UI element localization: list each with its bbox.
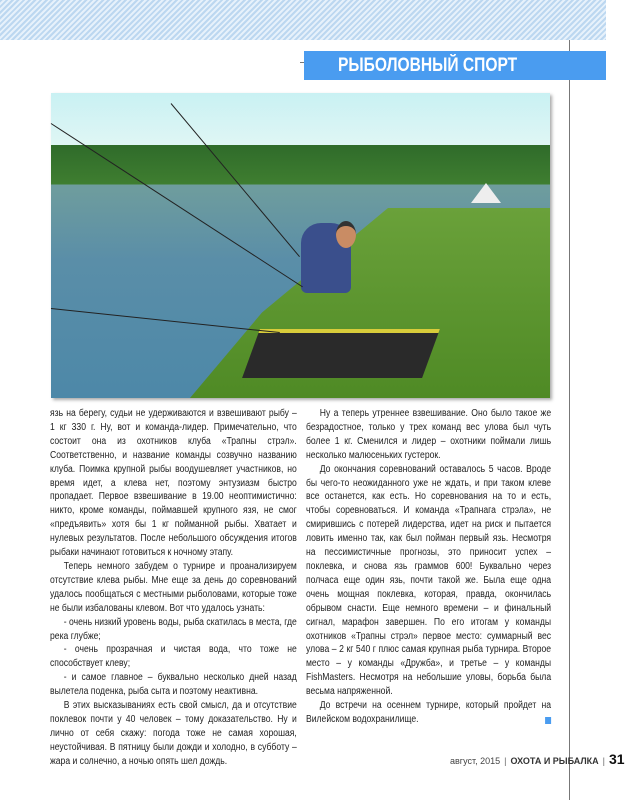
fishing-photo (51, 93, 550, 398)
list-item: - очень низкий уровень воды, рыба скатилась в места, где река глубже; (50, 616, 297, 642)
paragraph: В этих высказываниях есть свой смысл, да и отсутствие поклевок почти у 40 человек – тому доказательство. Ну и лично от себя скажу: погода тоже не самая хорошая, неустойчивая. В пятницу были дожди и холодно, в субботу – жара и солнечно, а ночью опять шел дождь. (50, 700, 297, 767)
paragraph: До окончания соревнований оставалось 5 часов. Вроде бы чего-то неожиданного уже не ждать, и при таком клеве все останется, как есть. Но соревнования на то и есть, чтобы соревноваться. И команда «Трапнага стрэла», не смирившись с потерей лидерства, идет на риск и пытается ловить именно так, как был пойман первый язь. Несмотря на пессимистичные прогнозы, это приносит успех – поклевка, и снова язь граммов 600! Буквально через полчаса еще один язь, почти такой же. Была еще одна очень мощная поклевка, которая, правда, окончилась обрывом снасти. Еще немного времени – и финальный сигнал, марафон завершен. По его итогам у команды охотников «Трапны стрэл» первое место: суммарный вес улова – 2 кг 540 г плюс самая крупная рыба турнира. Второе место – у команды «Дружба», и третье – у команды FishMasters. Несмотря на небольшие уловы, борьба была весьма напряженной. (306, 463, 552, 698)
header-hatch-band (0, 0, 606, 40)
text-column-right (306, 407, 551, 727)
text-column-left (50, 407, 297, 769)
section-title: РЫБОЛОВНЫЙ СПОРТ (338, 55, 518, 76)
paragraph-text: До встречи на осеннем турнире, который пройдет на Вилейском водохранилище. (306, 700, 552, 725)
paragraph: язь на берегу, судьи не удерживаются и взвешивают рыбу – 1 кг 330 г. Ну, вот и команда-лидер. Примечательно, что состоит она из охотников клуба «Трапны стрэл». Соответственно, и название команды созвучно названию клуба. Поимка крупной рыбы воодушевляет участников, но время идет, а клева нет, поэтому энтузиазм быстро пропадает. Первое взвешивание в 19.00 неоптимистично: никто, кроме команды, поймавшей крупного язя, не смог «предъявить» хотя бы 1 кг пойманной рыбы. Хватает и нулевых результатов. После небольшого обсуждения итогов рыбаки начинают готовиться к ночному этапу. (50, 408, 297, 559)
magazine-name: ОХОТА И РЫБАЛКА (510, 756, 599, 766)
issue-date: август, 2015 (450, 756, 501, 766)
photo-fishing-rod (51, 308, 280, 333)
photo-angler-head (336, 221, 356, 248)
footer-separator: | (504, 756, 507, 766)
photo-tackle-bag (242, 329, 440, 378)
section-banner (304, 51, 606, 80)
photo-fishing-rod (171, 103, 300, 257)
page-footer (450, 751, 625, 767)
photo-fishing-rod (51, 123, 303, 287)
list-item: - очень прозрачная и чистая вода, что тоже не способствует клеву; (50, 644, 297, 670)
photo-tent (471, 183, 501, 203)
footer-separator: | (602, 756, 605, 766)
paragraph: Теперь немного забудем о турнире и проанализируем отсутствие клева рыбы. Мне еще за день до соревнований удалось пообщаться с местными рыболовами, которые тоже не были избалованы клевом. Вот что удалось узнать: (50, 560, 297, 614)
paragraph (306, 699, 551, 727)
page-number: 31 (609, 751, 625, 767)
list-item: - и самое главное – буквально несколько дней назад вылетела поденка, рыба сыта и поэтому неактивна. (50, 672, 297, 698)
paragraph: Ну а теперь утреннее взвешивание. Оно было такое же безрадостное, только у трех команд вес улова был чуть более 1 кг. Сменился и лидер – охотники поймали лишь несколько малюсеньких густерок. (306, 408, 552, 461)
margin-rule (569, 40, 570, 800)
end-of-article-square-icon (545, 717, 551, 724)
